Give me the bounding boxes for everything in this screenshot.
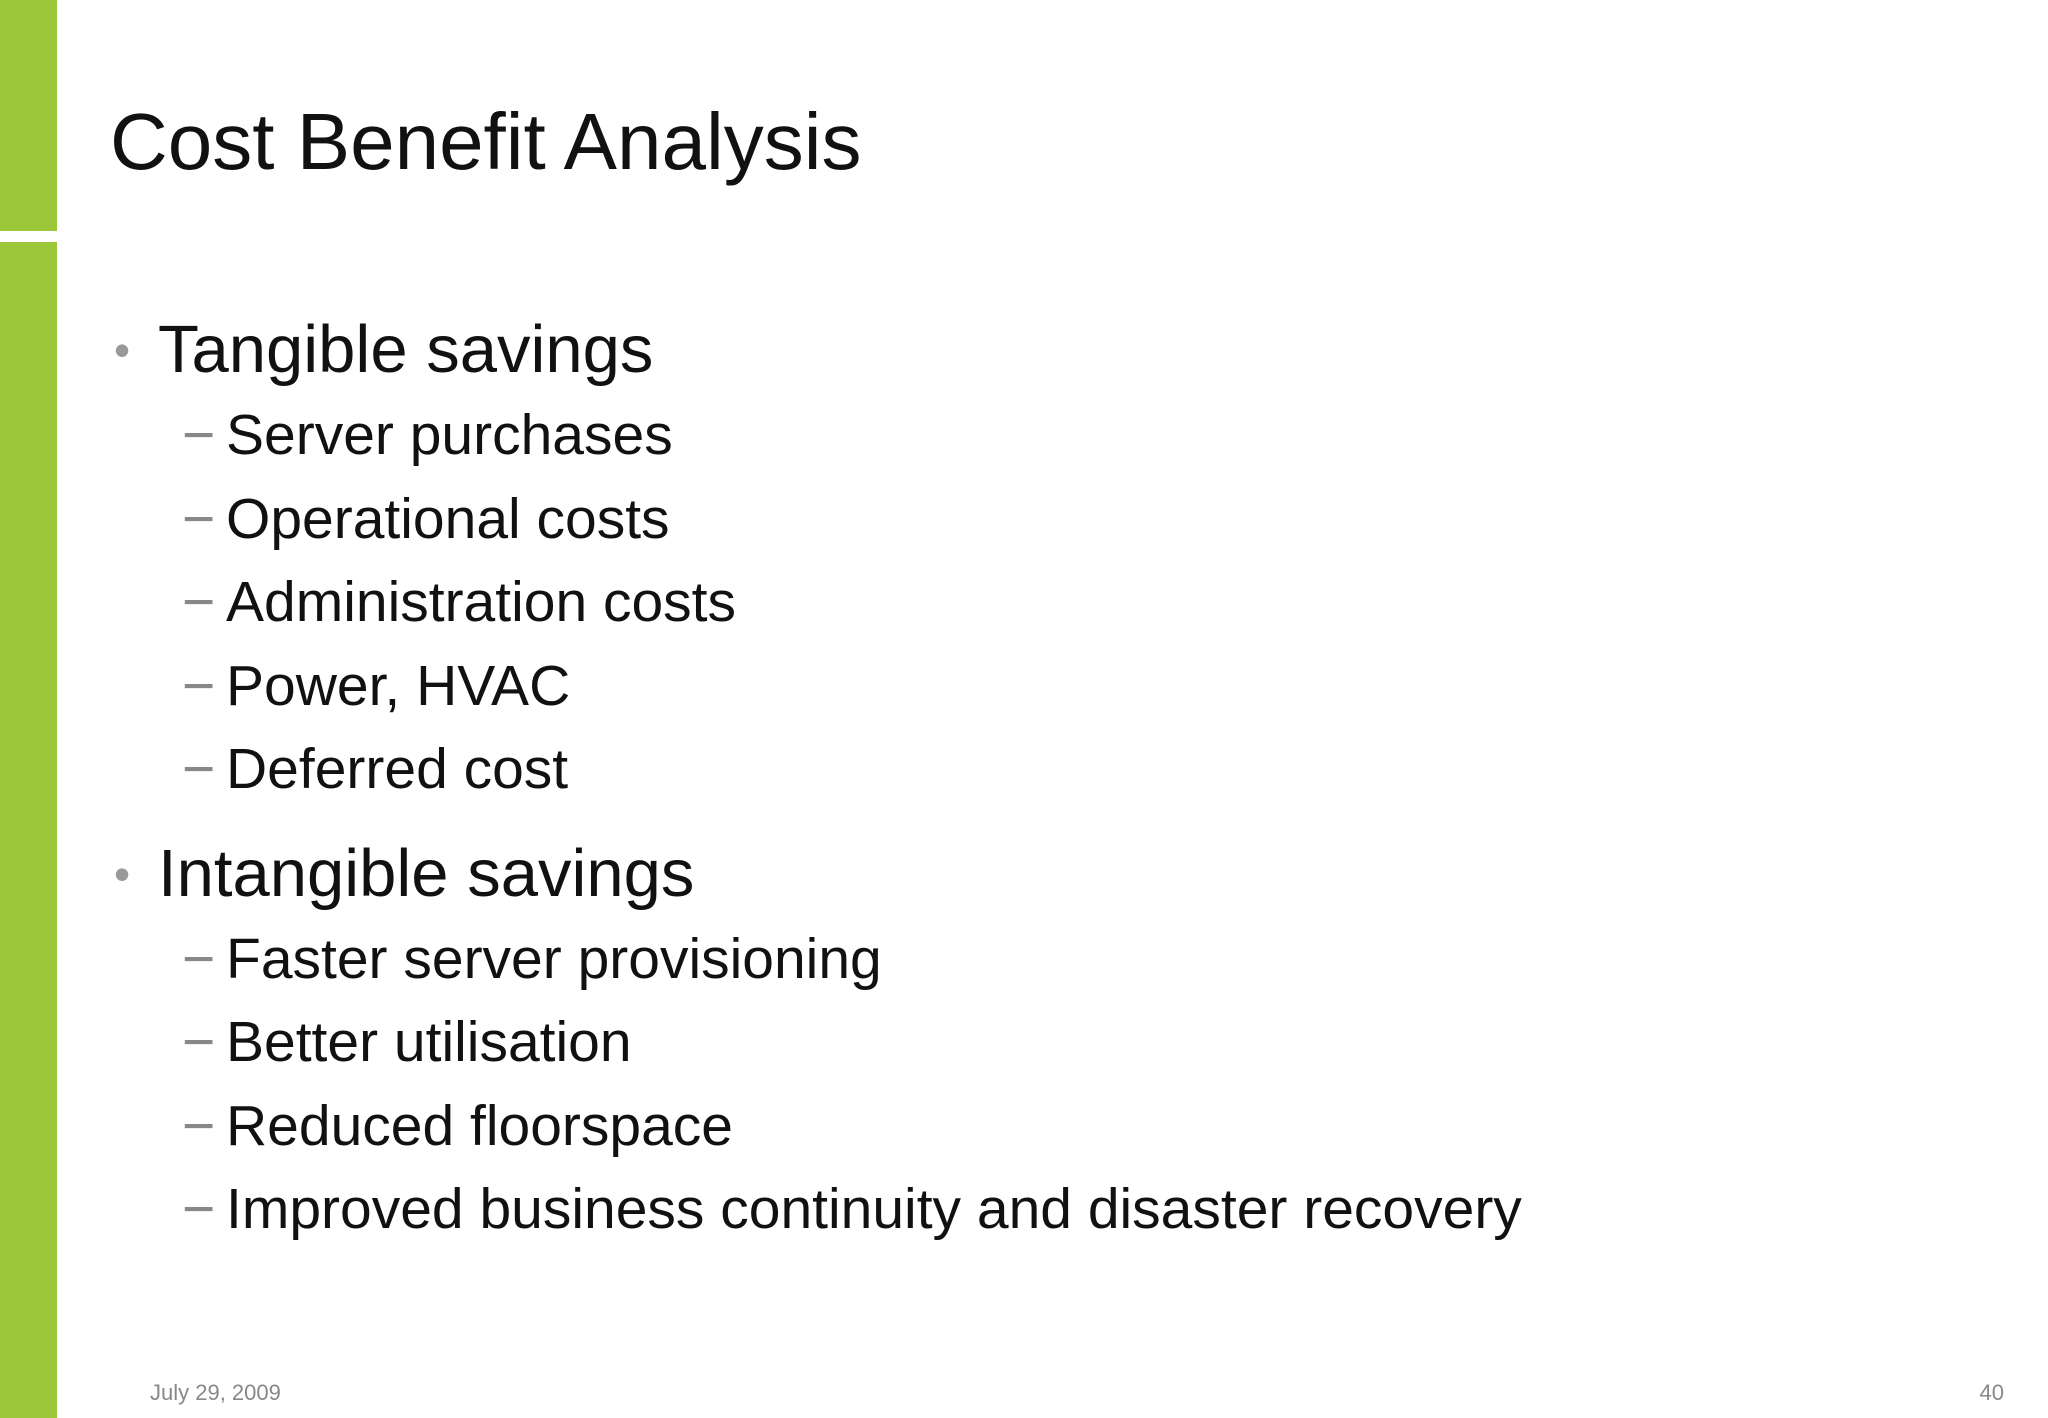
sub-item-label: Reduced floorspace [226, 1093, 733, 1158]
dash-icon: − [182, 737, 216, 801]
sub-item-label: Administration costs [226, 570, 737, 634]
accent-bar-top [0, 0, 57, 231]
sub-item-label: Improved business continuity and disaster recovery [226, 1177, 1522, 1241]
sub-list-tangible [110, 394, 1990, 812]
footer-page-number: 40 [1979, 1380, 2004, 1405]
bullet-dot-icon: • [114, 324, 131, 376]
sub-item-label: Deferred cost [226, 737, 569, 801]
slide-content [110, 308, 1990, 1272]
dash-icon: − [182, 1093, 216, 1158]
footer-date: July 29, 2009 [150, 1380, 281, 1405]
sub-item-label: Server purchases [226, 403, 673, 467]
dash-icon: − [182, 570, 216, 634]
sub-item-business-continuity [182, 1168, 1990, 1252]
sub-item-deferred-cost [182, 728, 1990, 812]
bullet-dot-icon: • [114, 847, 131, 900]
sub-item-server-purchases [182, 394, 1990, 478]
sub-item-label: Power, HVAC [226, 653, 571, 718]
sub-item-operational-costs [182, 478, 1990, 562]
dash-icon: − [182, 653, 216, 718]
dash-icon: − [182, 1177, 216, 1241]
sub-item-label: Operational costs [226, 486, 670, 551]
sub-item-better-utilisation [182, 1001, 1990, 1085]
sub-item-administration-costs [182, 561, 1990, 645]
bullet-intangible-savings [110, 832, 1990, 916]
bullet-heading: Intangible savings [158, 835, 695, 911]
dash-icon: − [182, 926, 216, 991]
accent-bar-bottom [0, 242, 57, 1418]
sub-item-power-hvac [182, 645, 1990, 729]
dash-icon: − [182, 486, 216, 551]
dash-icon: − [182, 403, 216, 467]
sub-item-label: Better utilisation [226, 1010, 632, 1074]
sub-item-reduced-floorspace [182, 1085, 1990, 1169]
slide-title: Cost Benefit Analysis [110, 97, 862, 186]
bullet-tangible-savings [110, 308, 1990, 392]
bullet-heading: Tangible savings [158, 312, 654, 387]
sub-item-faster-server-provisioning [182, 918, 1990, 1002]
sub-item-label: Faster server provisioning [226, 926, 882, 991]
dash-icon: − [182, 1010, 216, 1074]
sub-list-intangible [110, 918, 1990, 1252]
